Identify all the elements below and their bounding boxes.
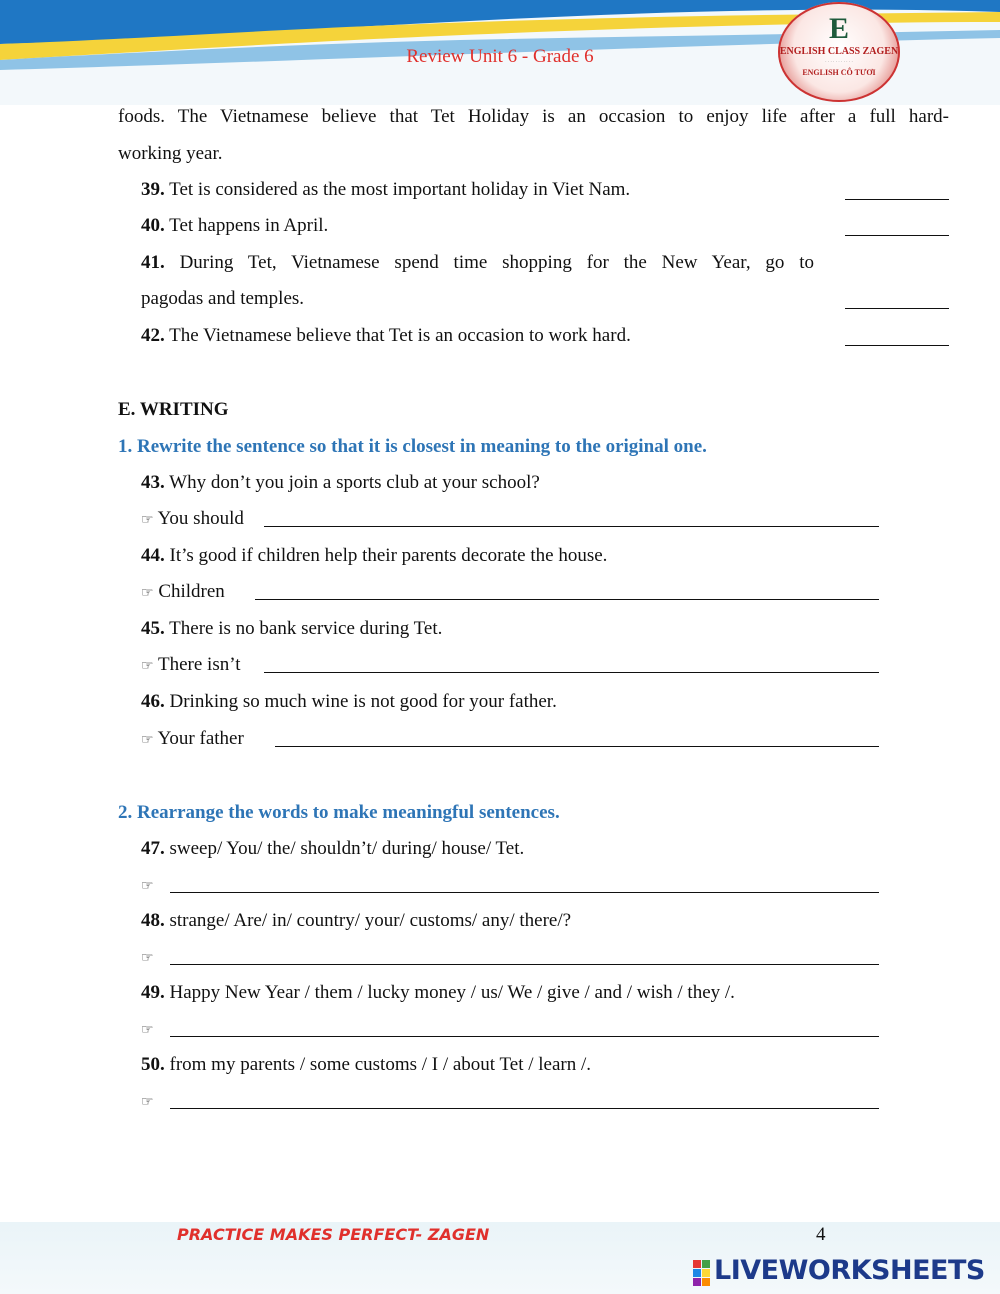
answer-blank-41[interactable]	[845, 308, 949, 309]
answer-line-47[interactable]	[170, 892, 879, 893]
answer-line-46[interactable]	[275, 746, 879, 747]
question-number: 41.	[141, 252, 165, 273]
logo-tagline: · · · · · · · · · · ·	[825, 59, 853, 64]
logo-text-bottom: ENGLISH CÔ TƯƠI	[802, 68, 876, 77]
answer-line-48[interactable]	[170, 964, 879, 965]
pointing-hand-icon: ☞	[141, 878, 154, 894]
question-text: During Tet, Vietnamese spend time shopping for the New Year, go to	[179, 252, 814, 273]
question-number: 46.	[141, 691, 165, 712]
pointing-hand-icon: ☞	[141, 950, 154, 966]
answer-line-44[interactable]	[255, 599, 879, 600]
answer-blank-40[interactable]	[845, 235, 949, 236]
question-42	[141, 324, 631, 348]
pointing-hand-icon: ☞	[141, 732, 154, 748]
section-heading-writing: E. WRITING	[118, 399, 229, 420]
logo-letter: E	[828, 12, 849, 45]
question-40	[141, 214, 328, 238]
answer-prompt-47	[141, 873, 154, 898]
footer-slogan: PRACTICE MAKES PERFECT- ZAGEN	[177, 1225, 490, 1244]
answer-line-43[interactable]	[264, 526, 879, 527]
instruction-rearrange: 2. Rearrange the words to make meaningful sentences.	[118, 802, 560, 823]
question-48	[141, 909, 571, 933]
question-text: Drinking so much wine is not good for your father.	[169, 691, 557, 712]
pointing-hand-icon: ☞	[141, 1094, 154, 1110]
liveworksheets-logo[interactable]	[692, 1254, 992, 1288]
question-number: 39.	[141, 179, 165, 200]
question-text: Happy New Year / them / lucky money / us/ We / give / and / wish / they /.	[169, 982, 735, 1003]
answer-line-45[interactable]	[264, 672, 879, 673]
question-45	[141, 617, 442, 641]
question-50	[141, 1053, 591, 1077]
question-44	[141, 544, 607, 568]
question-number: 43.	[141, 472, 165, 493]
question-text: Tet is considered as the most important holiday in Viet Nam.	[169, 179, 631, 200]
instruction-rewrite: 1. Rewrite the sentence so that it is closest in meaning to the original one.	[118, 436, 707, 457]
answer-prompt-44	[141, 580, 225, 605]
question-text: It’s good if children help their parents decorate the house.	[169, 545, 608, 566]
answer-prompt-50	[141, 1089, 154, 1114]
question-text: The Vietnamese believe that Tet is an occasion to work hard.	[169, 325, 631, 346]
answer-line-50[interactable]	[170, 1108, 879, 1109]
question-41-continued: pagodas and temples.	[141, 288, 305, 309]
question-number: 49.	[141, 982, 165, 1003]
answer-prompt-46	[141, 727, 244, 752]
liveworksheets-wordmark: LIVEWORKSHEETS	[714, 1255, 985, 1286]
logo-badge	[778, 2, 900, 102]
prompt-text: There isn’t	[157, 654, 241, 675]
page-number: 4	[816, 1224, 826, 1245]
question-43	[141, 471, 540, 495]
question-46	[141, 690, 557, 714]
question-text: Tet happens in April.	[169, 215, 329, 236]
liveworksheets-icon	[692, 1256, 712, 1290]
question-text: sweep/ You/ the/ shouldn’t/ during/ house/ Tet.	[169, 838, 525, 859]
question-number: 47.	[141, 838, 165, 859]
header-title: Review Unit 6 - Grade 6	[406, 46, 594, 67]
prompt-text: You should	[157, 508, 244, 529]
pointing-hand-icon: ☞	[141, 512, 154, 528]
answer-prompt-49	[141, 1017, 154, 1042]
question-41	[141, 251, 814, 275]
answer-blank-42[interactable]	[845, 345, 949, 346]
answer-line-49[interactable]	[170, 1036, 879, 1037]
question-number: 45.	[141, 618, 165, 639]
question-number: 44.	[141, 545, 165, 566]
answer-prompt-45	[141, 653, 240, 678]
pointing-hand-icon: ☞	[141, 585, 154, 601]
answer-prompt-43	[141, 507, 244, 532]
question-text: from my parents / some customs / I / about Tet / learn /.	[169, 1054, 592, 1075]
question-number: 42.	[141, 325, 165, 346]
question-47	[141, 837, 524, 861]
answer-prompt-48	[141, 945, 154, 970]
question-text: There is no bank service during Tet.	[169, 618, 443, 639]
question-number: 40.	[141, 215, 165, 236]
question-39	[141, 178, 630, 202]
prompt-text: Your father	[157, 728, 244, 749]
prompt-text: Children	[158, 581, 225, 602]
question-number: 48.	[141, 910, 165, 931]
question-49	[141, 981, 735, 1005]
passage-line: working year.	[118, 143, 223, 164]
logo-text-top: ENGLISH CLASS ZAGEN	[779, 46, 899, 57]
question-text: Why don’t you join a sports club at your school?	[169, 472, 540, 493]
question-text: strange/ Are/ in/ country/ your/ customs/ any/ there/?	[169, 910, 572, 931]
pointing-hand-icon: ☞	[141, 1022, 154, 1038]
question-number: 50.	[141, 1054, 165, 1075]
passage-line: foods. The Vietnamese believe that Tet Holiday is an occasion to enjoy life after a full hard-	[118, 106, 949, 127]
pointing-hand-icon: ☞	[141, 658, 154, 674]
answer-blank-39[interactable]	[845, 199, 949, 200]
